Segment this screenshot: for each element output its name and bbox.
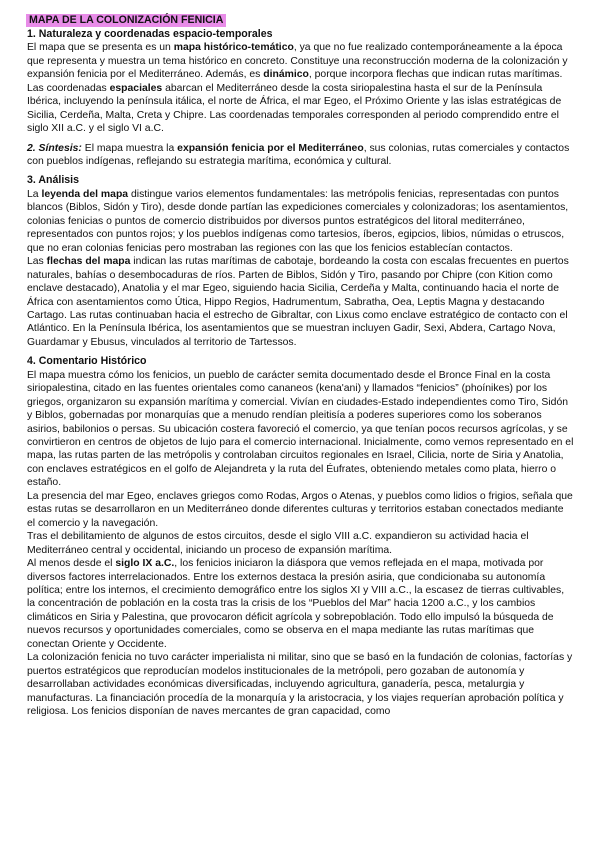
section-2-paragraph: 2. Síntesis: El mapa muestra la expansión fenicia por el Mediterráneo, sus colonias, rutas comerciales y contactos con pueblos indígenas, reflejando su estrategia marítima, económica y cultural.	[27, 142, 570, 168]
section-4-paragraph-5: La colonización fenicia no tuvo carácter imperialista ni militar, sino que se basó en la fundación de colonias, factorías y puertos estratégicos que reproducían modelos institucionales de la metrópoli, pero gozaban de autonomía y desarrollaban actividades económicas diversificadas, incluyendo agricultura, ganadería, pesca, metalurgia y manufacturas. La financiación procedía de la monarquía y la aristocracia, y los viajes requerían aprobación política y religiosa. Los fenicios disponían de naves mercantes de gran capacidad, como	[27, 652, 573, 718]
document-title: MAPA DE LA COLONIZACIÓN FENICIA	[26, 14, 226, 27]
section-2-heading: 2. Síntesis:	[27, 142, 82, 154]
section-3-heading: 3. Análisis	[27, 174, 80, 187]
section-4-heading: 4. Comentario Histórico	[27, 355, 147, 368]
section-4-paragraph-4: Al menos desde el siglo IX a.C., los fenicios iniciaron la diáspora que vemos reflejada en el mapa, motivada por diversos factores interrelacionados. Entre los externos destaca la presión asiria, que condicionaba su autonomía política; entre los internos, el crecimiento demográfico entre los siglos XI y VIII a.C., la escasez de tierras cultivables, la concentración de población en la costa tras la crisis de los “Pueblos del Mar” hacia 1200 a.C., y los cambios climáticos en Siria y Palestina, que provocaron déficit agrícola y sobrepoblación. Todo ello impulsó la búsqueda de nuevos recursos y oportunidades comerciales, como se observa en el mapa mediante las rutas marítimas que conectan Oriente y Occidente.	[27, 558, 565, 650]
section-4-paragraph-2: La presencia del mar Egeo, enclaves griegos como Rodas, Argos o Atenas, y pueblos como lidios o frigios, señala que estas rutas se desarrollaron en un Mediterráneo donde diferentes culturas y territorios estaban conectados mediante el comercio y la navegación.	[27, 490, 573, 529]
section-4-paragraph-3: Tras el debilitamiento de algunos de estos circuitos, desde el siglo VIII a.C. expandieron su actividad hacia el Mediterráneo central y occidental, iniciando un proceso de expansión marítima.	[27, 531, 529, 556]
section-1-heading: 1. Naturaleza y coordenadas espacio-temporales	[27, 28, 273, 40]
section-4-paragraph-1: El mapa muestra cómo los fenicios, un pueblo de carácter semita documentado desde el Bronce Final en la costa siriopalestina, citado en las fuentes orientales como cananeos (kena'ani) y llamados “fenicios” (phoínikes) por los griegos, organizaron su expansión marítima y comercial. Vivían en ciudades-Estado independientes como Tiro, Sidón y Biblos, gobernadas por monarquías que a menudo rendían pleitisía a poderes superiores como los soberanos asirios, babilonios o persas. Su ubicación costera favoreció el comercio, ya que tenían pocos recursos agrícolas, y se convirtieron en centros de objetos de lujo para el comercio internacional. Inicialmente, como vemos representado en el mapa, las rutas parten de las metrópolis y controlaban circuitos regionales en Israel, Cilicia, norte de Siria y Anatolia, con enclaves estratégicos en el golfo de Alejandreta y la ruta del Éufrates, obteniendo metales como plata, hierro o estaño.	[27, 369, 574, 489]
section-3-paragraph-2: Las flechas del mapa indican las rutas marítimas de cabotaje, bordeando la costa con escalas frecuentes en puertos naturales, bahías o desembocaduras de ríos. Parten de Biblos, Sidón y Tiro, pasando por Chipre (con Kition como enclave destacado), Anatolia y el mar Egeo, siguiendo hacia Sicilia, Cerdeña y Malta, continuando hacia el norte de África con asentamientos como Útica, Hippo Regios, Hadrumentum, Sabratha, Oea, Leptis Magna y destacando Cartago. Las rutas continuaban hacia el estrecho de Gibraltar, con Lixus como enclave estratégico de contacto con el Atlántico. En la Península Ibérica, los asentamientos que se muestran incluyen Gadir, Sexi, Abdera, Cartago Nova, Guardamar y Ebusus, vinculados al territorio de Tartessos.	[27, 256, 569, 348]
section-1-paragraph: El mapa que se presenta es un mapa histórico-temático, ya que no fue realizado contemporáneamente a la época que representa y muestra un tema histórico en concreto. Constituye una reconstrucción moderna de la colonización y expansión fenicia por el Mediterráneo. Además, es dinámico, porque incorpora flechas que indican rutas marítimas. Las coordenadas espaciales abarcan el Mediterráneo desde la costa siriopalestina hasta el sur de la Península Ibérica, incluyendo la península itálica, el norte de África, el mar Egeo, el Próximo Oriente y las islas estratégicas de Sicilia, Cerdeña, Malta, Creta y Chipre. Las coordenadas temporales corresponden al periodo comprendido entre el siglo XII a.C. y el siglo VI a.C.	[27, 42, 568, 135]
section-3-paragraph-1: La leyenda del mapa distingue varios elementos fundamentales: las metrópolis fenicias, representadas con puntos blancos (Biblos, Sidón y Tiro), desde donde partían las expediciones comerciales y colonizadoras; los asentamientos, colonias fenicias o puntos de comercio distribuidos por diversos puntos estratégicos del litoral mediterráneo, representados con puntos rojos; y los pueblos indígenas como tartesios, íberos, egipcios, libios, númidas o etruscos, que no eran colonias fenicias pero mostraban las regiones con las que los fenicios establecían contactos.	[27, 188, 569, 254]
